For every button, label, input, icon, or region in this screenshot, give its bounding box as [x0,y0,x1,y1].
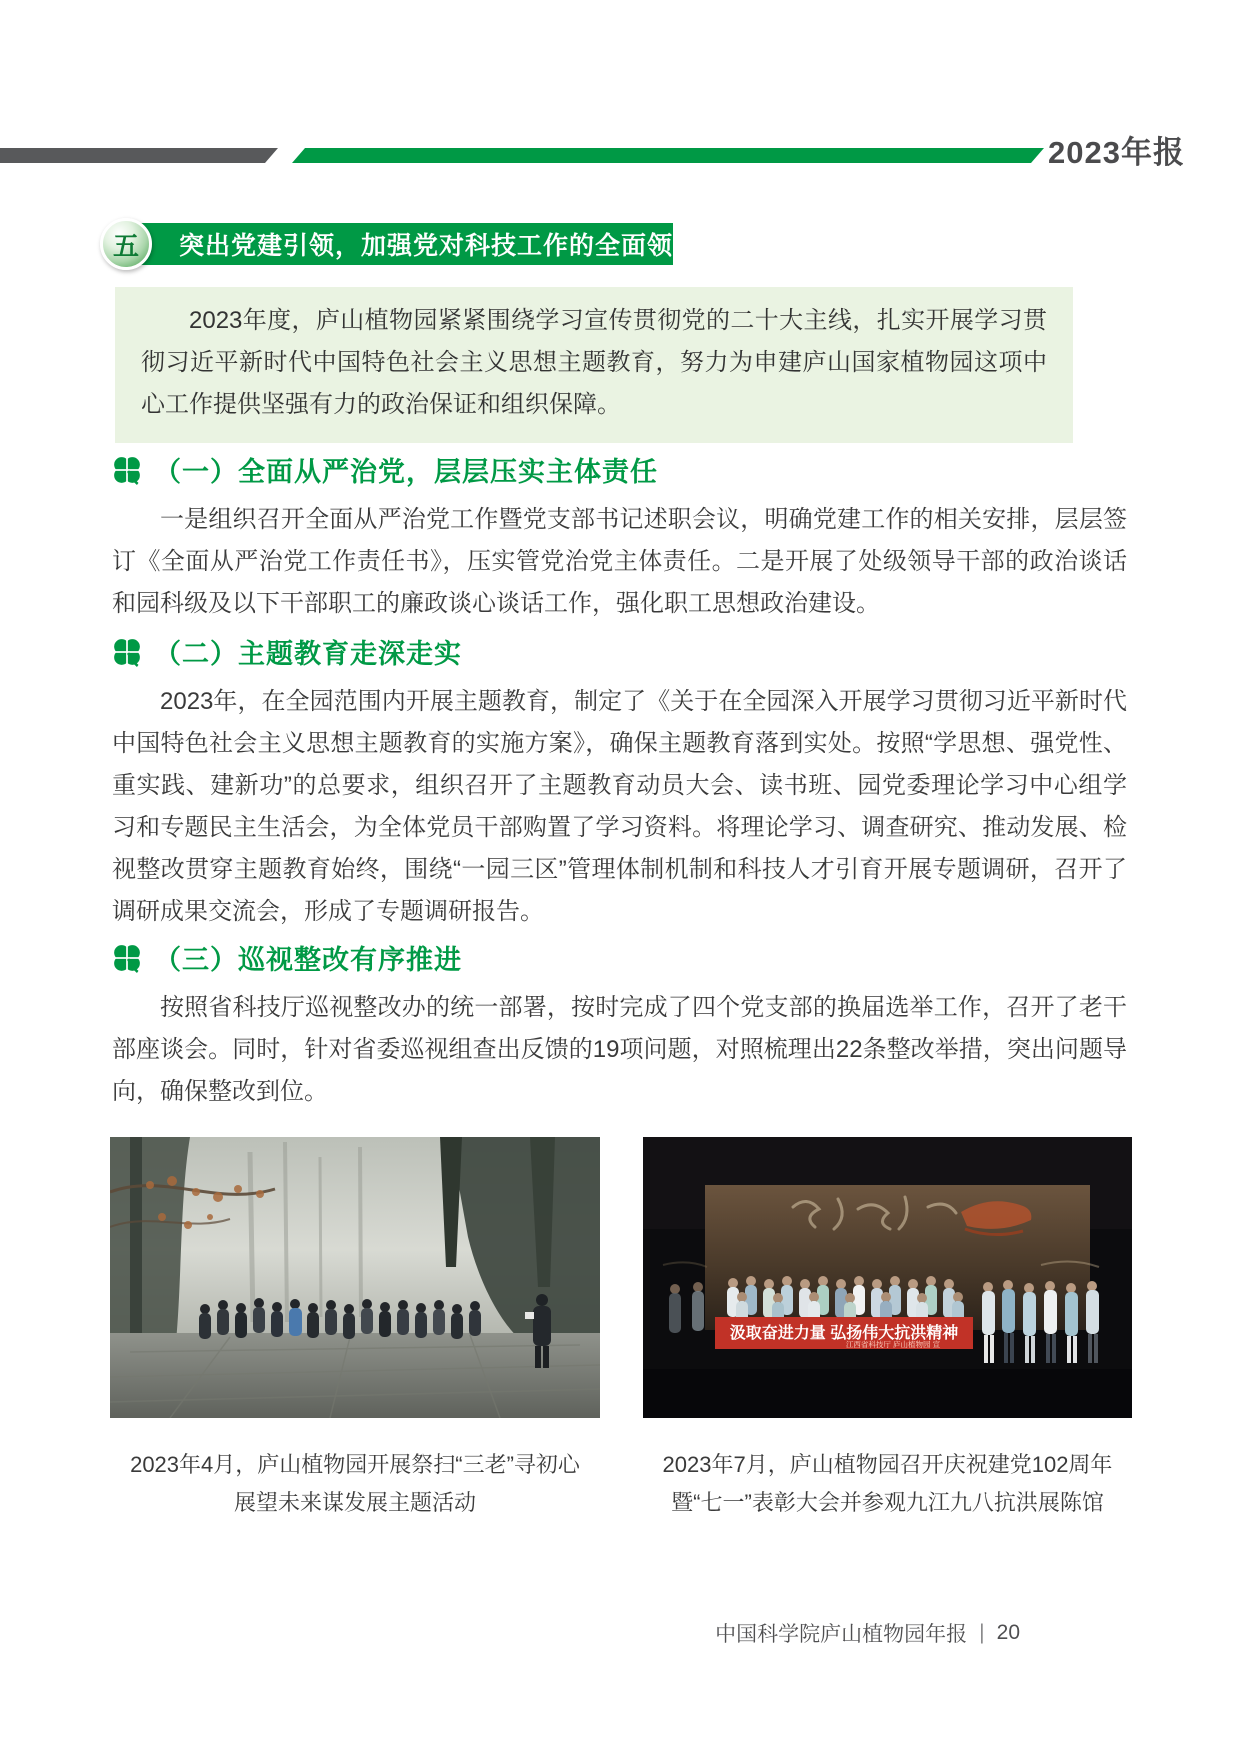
subsection-2-heading-row [112,632,1127,671]
photo-figure-right [643,1137,1132,1522]
photo-right-illustration [643,1137,1132,1418]
subsection-3 [112,938,1127,1113]
subsection-2 [112,632,1127,933]
subsection-3-title: （三）巡视整改有序推进 [154,945,462,975]
photo-left-illustration [110,1137,600,1418]
footer-report-title: 中国科学院庐山植物园年报 [715,1623,968,1646]
caption-line-1: 2023年7月，庐山植物园召开庆祝建党102周年 [662,1452,1113,1477]
section-number: 五 [112,230,139,261]
subsection-2-body: 2023年，在全园范围内开展主题教育，制定了《关于在全园深入开展学习贯彻习近平新时代中国特色社会主义思想主题教育的实施方案》，确保主题教育落到实处。按照“学思想、强党性、重实践、建新功”的总要求，组织召开了主题教育动员大会、读书班、园党委理论学习中心组学习和专题民主生活会，为全体党员干部购置了学习资料。将理论学习、调查研究、推动发展、检视整改贯穿主题教育始终，围绕“一园三区”管理体制机制和科技人才引育开展专题调研，召开了调研成果交流会，形成了专题调研报告。 [112,688,1127,925]
photo-caption-left [110,1446,600,1522]
caption-line-1: 2023年4月，庐山植物园开展祭扫“三老”寻初心 [130,1452,580,1477]
subsection-1-body: 一是组织召开全面从严治党工作暨党支部书记述职会议，明确党建工作的相关安排，层层签订《全面从严治党工作责任书》，压实管党治党主体责任。二是开展了处级领导干部的政治谈话和园科级及以下干部职工的廉政谈心谈话工作，强化职工思想政治建设。 [112,506,1127,617]
caption-line-2: 暨“七一”表彰大会并参观九江九八抗洪展陈馆 [671,1490,1104,1515]
banner-main-text: 汲取奋进力量 弘扬伟大抗洪精神 [729,1325,959,1342]
photo-memorial-activity [110,1137,600,1418]
banner-sub-text: 江西省科技厅 庐山植物园 宣 [845,1340,941,1349]
report-year-label: 2023年报 [1048,135,1185,170]
caption-line-2: 展望未来谋发展主题活动 [233,1490,476,1515]
page-footer [715,1618,1020,1648]
photo-commendation-meeting [643,1137,1132,1418]
clover-icon [112,943,142,973]
header-gray-bar [0,148,278,163]
subsection-2-title: （二）主题教育走深走实 [154,639,462,669]
footer-page-number: 20 [996,1621,1020,1644]
subsection-3-body: 按照省科技厅巡视整改办的统一部署，按时完成了四个党支部的换届选举工作，召开了老干部座谈会。同时，针对省委巡视组查出反馈的19项问题，对照梳理出22条整改举措，突出问题导向，确保整改到位。 [112,994,1127,1105]
subsection-1 [112,450,1127,625]
section-title-banner [127,223,700,265]
footer-separator: | [979,1621,985,1644]
intro-box [115,287,1073,443]
subsection-1-title: （一）全面从严治党，层层压实主体责任 [154,457,658,487]
clover-icon [112,637,142,667]
photo-figure-left [110,1137,600,1522]
section-number-badge [100,218,152,270]
photo-caption-right [643,1446,1132,1522]
clover-icon [112,455,142,485]
subsection-1-heading-row [112,450,1127,489]
intro-paragraph: 2023年度，庐山植物园紧紧围绕学习宣传贯彻党的二十大主线，扎实开展学习贯彻习近平新时代中国特色社会主义思想主题教育，努力为申建庐山国家植物园这项中心工作提供坚强有力的政治保证和组织保障。 [141,307,1047,418]
subsection-3-heading-row [112,938,1127,977]
red-banner [715,1317,973,1349]
header-green-bar [292,148,1044,163]
section-title: 突出党建引领，加强党对科技工作的全面领导 [179,232,700,260]
